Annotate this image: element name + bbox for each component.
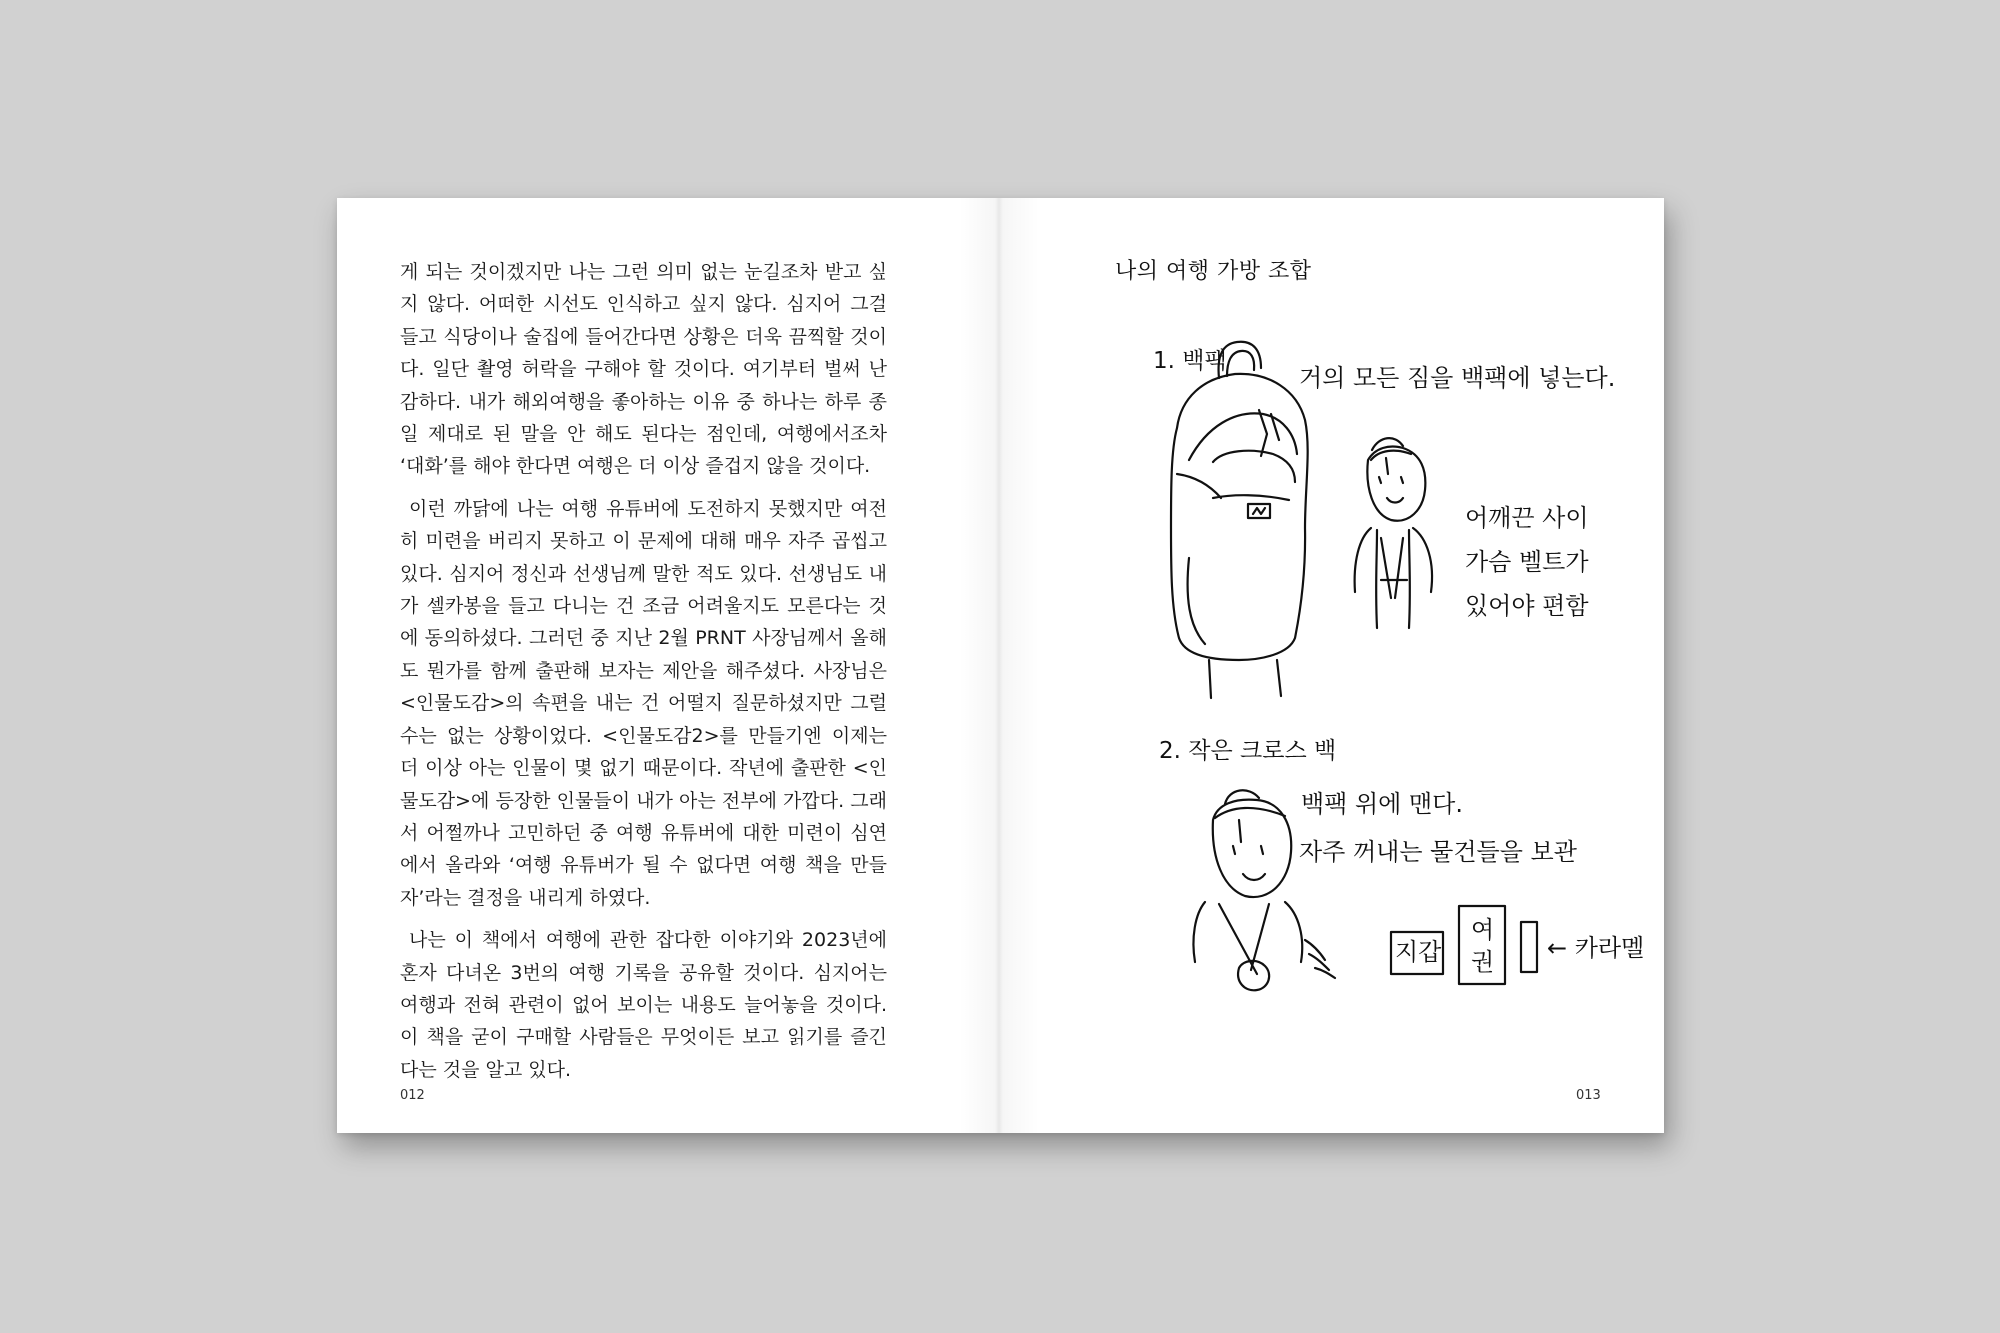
item1-caption: 거의 모든 짐을 백팩에 넣는다. xyxy=(1299,364,1616,392)
travel-bag-illustration xyxy=(999,198,1664,1133)
book-spread xyxy=(337,198,1664,1133)
right-page xyxy=(999,198,1664,1133)
paragraph-3: 나는 이 책에서 여행에 관한 잡다한 이야기와 2023년에 혼자 다녀온 3번의 여행 기록을 공유할 것이다. 심지어는 여행과 전혀 관련이 없어 보이는 내용도 늘어놓을 것이다. 이 책을 굳이 구매할 사람들은 무엇이든 보고 읽기를 즐긴다는 것을 알고 있다. xyxy=(400,929,887,1081)
item1-label: 1. 백팩 xyxy=(1153,348,1227,374)
page-number-right: 013 xyxy=(1576,1088,1601,1103)
item1-tip-line1: 어깨끈 사이 xyxy=(1465,504,1589,532)
person-with-crossbag-drawing xyxy=(1193,790,1335,990)
page-number-left: 012 xyxy=(400,1088,425,1103)
item2-caption-line2: 자주 꺼내는 물건들을 보관 xyxy=(1299,838,1577,866)
left-page xyxy=(337,198,999,1133)
item2-caption-line1: 백팩 위에 맨다. xyxy=(1301,790,1463,818)
caramel-box xyxy=(1521,922,1537,972)
item1-tip-line2: 가슴 벨트가 xyxy=(1465,548,1589,576)
item2-label: 2. 작은 크로스 백 xyxy=(1159,738,1337,764)
passport-label-line1: 여 xyxy=(1471,916,1495,944)
body-text xyxy=(400,256,887,1096)
paragraph-1: 게 되는 것이겠지만 나는 그런 의미 없는 눈길조차 받고 싶지 않다. 어떠한 시선도 인식하고 싶지 않다. 심지어 그걸 들고 식당이나 술집에 들어간다면 상황은 더욱 끔찍할 것이다. 일단 촬영 허락을 구해야 할 것이다. 여기부터 벌써 난감하다. 내가 해외여행을 좋아하는 이유 중 하나는 하루 종일 제대로 된 말을 안 해도 된다는 점인데, 여행에서조차 ‘대화’를 해야 한다면 여행은 더 이상 즐겁지 않을 것이다. xyxy=(400,261,887,478)
wallet-label: 지갑 xyxy=(1395,938,1442,966)
section-title: 나의 여행 가방 조합 xyxy=(1115,259,1312,284)
caramel-label: ← 카라멜 xyxy=(1547,934,1645,962)
person-with-straps-drawing xyxy=(1355,438,1432,628)
passport-label-line2: 권 xyxy=(1471,948,1495,976)
item1-tip-line3: 있어야 편함 xyxy=(1465,592,1589,620)
paragraph-2: 이런 까닭에 나는 여행 유튜버에 도전하지 못했지만 여전히 미련을 버리지 못하고 이 문제에 대해 매우 자주 곱씹고 있다. 심지어 정신과 선생님께 말한 적도 있다. 선생님도 내가 셀카봉을 들고 다니는 건 조금 어려울지도 모른다는 것에 동의하셨다. 그러던 중 지난 2월 PRNT 사장님께서 올해도 뭔가를 함께 출판해 보자는 제안을 해주셨다. 사장님은 <인물도감>의 속편을 내는 건 어떨지 질문하셨지만 그럴 수는 없는 상황이었다. <인물도감2>를 만들기엔 이제는 더 이상 아는 인물이 몇 없기 때문이다. 작년에 출판한 <인물도감>에 등장한 인물들이 내가 아는 전부에 가깝다. 그래서 어쩔까나 고민하던 중 여행 유튜버에 대한 미련이 심연에서 올라와 ‘여행 유튜버가 될 수 없다면 여행 책을 만들자’라는 결정을 내리게 하였다. xyxy=(400,497,887,909)
backpack-drawing xyxy=(1171,342,1308,698)
